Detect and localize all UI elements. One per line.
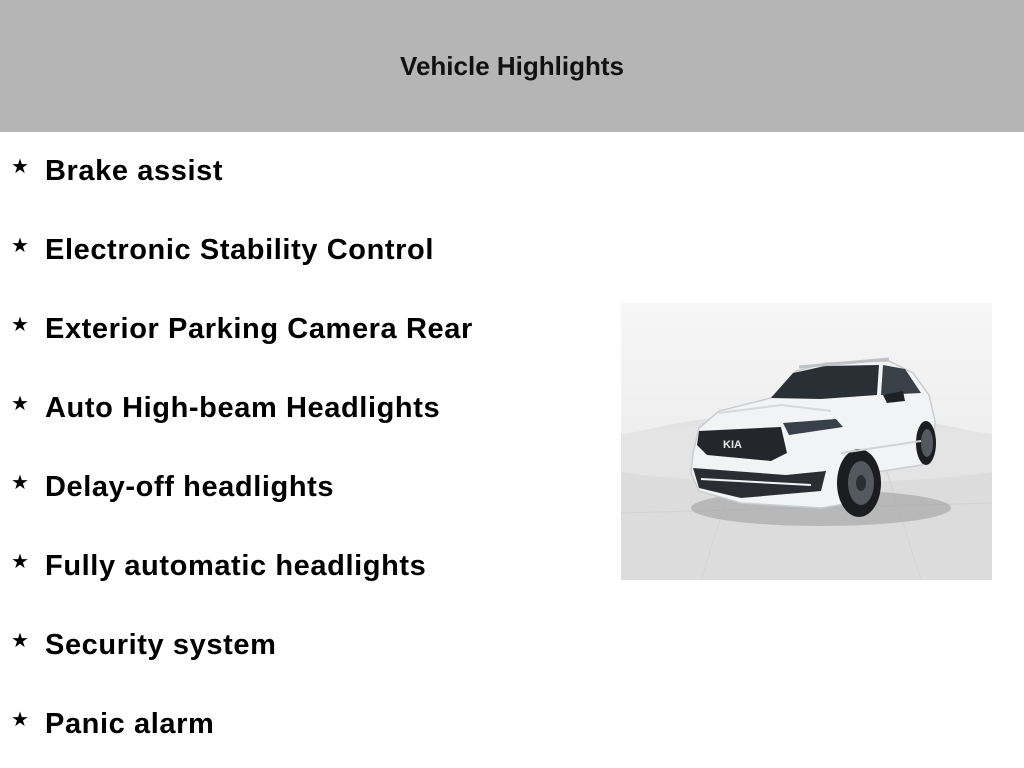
list-item xyxy=(0,290,600,369)
highlight-label: Auto High-beam Headlights xyxy=(45,392,441,424)
vehicle-photo xyxy=(621,303,992,580)
list-item xyxy=(0,448,600,527)
page-title: Vehicle Highlights xyxy=(400,50,624,81)
star-icon: ★ xyxy=(11,549,29,573)
star-icon: ★ xyxy=(11,628,29,652)
highlight-label: Security system xyxy=(45,629,277,661)
star-icon: ★ xyxy=(11,707,29,731)
star-icon: ★ xyxy=(11,233,29,257)
list-item xyxy=(0,132,600,211)
list-item xyxy=(0,369,600,448)
list-item xyxy=(0,211,600,290)
star-icon: ★ xyxy=(11,391,29,415)
star-icon: ★ xyxy=(11,312,29,336)
kia-badge: KIA xyxy=(723,439,742,451)
highlight-label: Brake assist xyxy=(45,155,224,187)
highlight-label: Fully automatic headlights xyxy=(45,550,427,582)
star-icon: ★ xyxy=(11,154,29,178)
highlights-list xyxy=(0,132,600,764)
highlight-label: Exterior Parking Camera Rear xyxy=(45,313,473,345)
list-item xyxy=(0,527,600,606)
highlight-label: Electronic Stability Control xyxy=(45,234,435,266)
highlight-label: Delay-off headlights xyxy=(45,471,335,503)
star-icon: ★ xyxy=(11,470,29,494)
highlight-label: Panic alarm xyxy=(45,708,215,740)
list-item xyxy=(0,685,600,764)
header-bar xyxy=(0,0,1024,132)
list-item xyxy=(0,606,600,685)
suv-illustration xyxy=(621,303,992,580)
